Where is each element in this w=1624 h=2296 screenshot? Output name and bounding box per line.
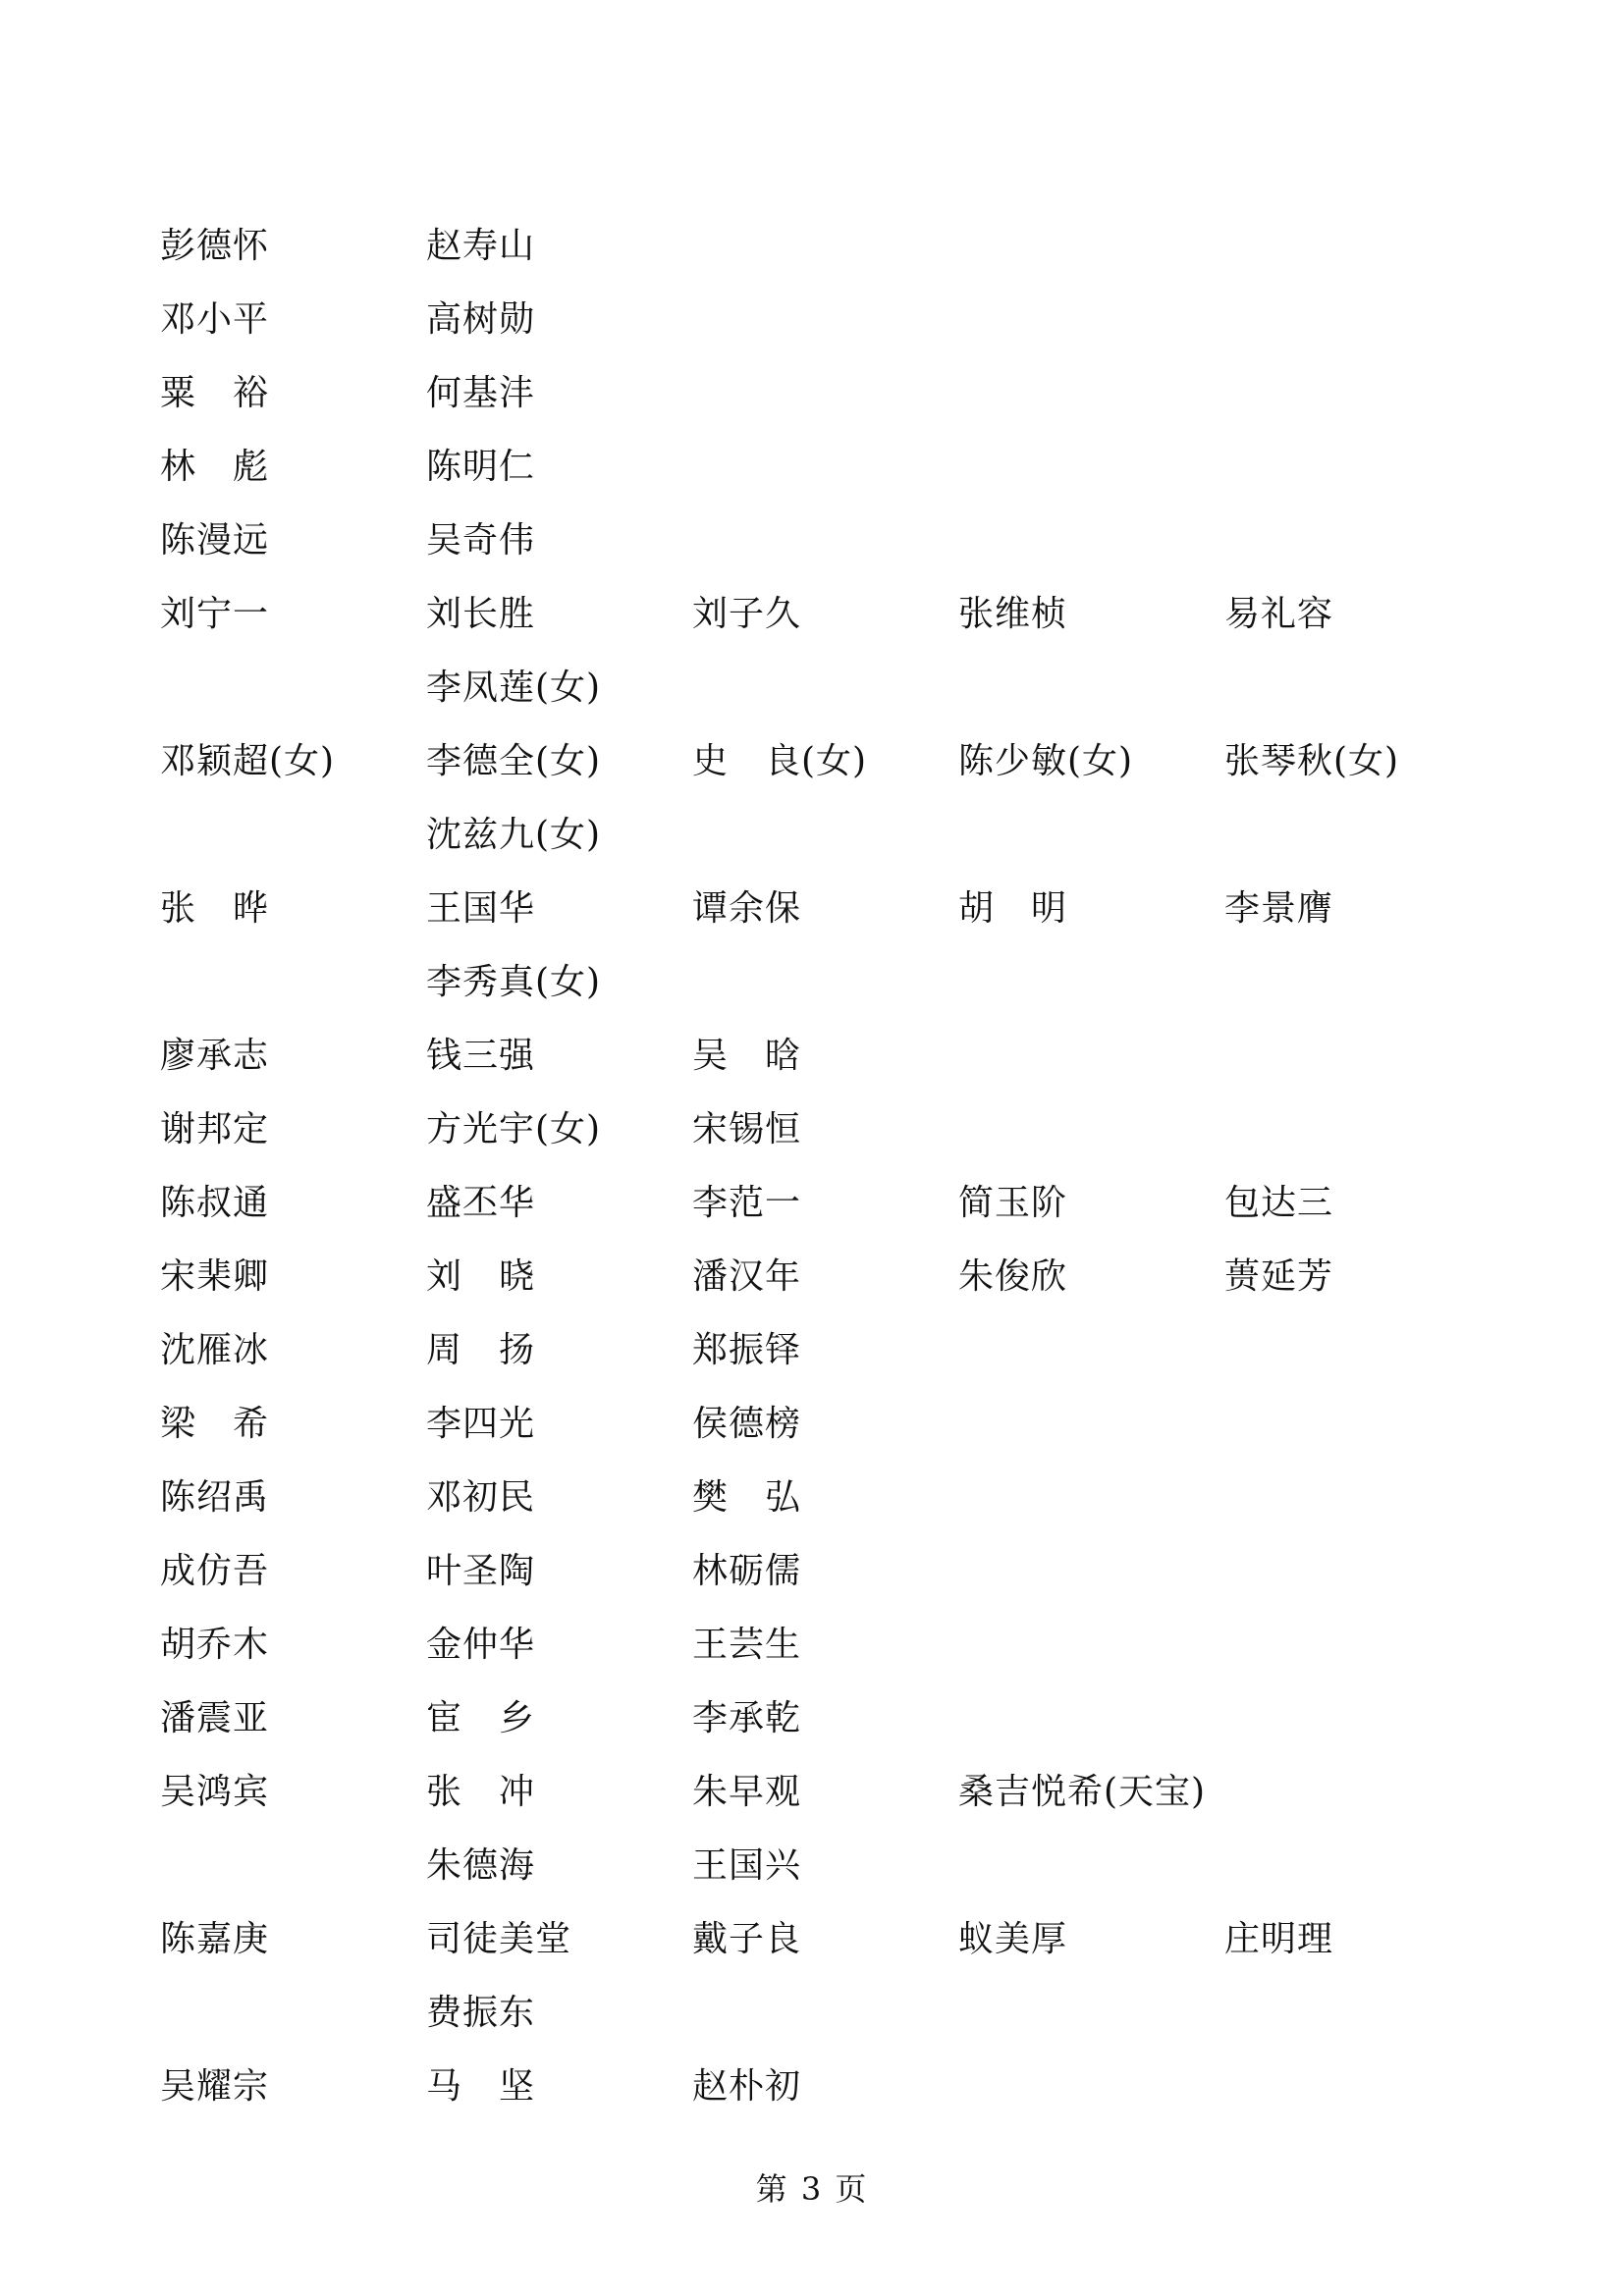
name-cell: 盛丕华 xyxy=(426,1183,536,1223)
name-cell: 王芸生 xyxy=(692,1625,802,1665)
name-cell: 陈少敏(女) xyxy=(958,741,1134,781)
name-row xyxy=(160,1093,1495,1166)
name-cell: 司徒美堂 xyxy=(426,1919,572,1959)
name-cell: 李范一 xyxy=(692,1183,802,1223)
name-cell: 沈兹九(女) xyxy=(426,815,602,855)
name-cell: 金仲华 xyxy=(426,1625,536,1665)
name-cell: 张维桢 xyxy=(958,594,1068,634)
name-cell: 邓颖超(女) xyxy=(160,741,336,781)
name-cell: 蒉延芳 xyxy=(1224,1256,1334,1297)
name-cell: 刘长胜 xyxy=(426,594,536,634)
name-row xyxy=(160,1976,1495,2050)
name-row xyxy=(160,2050,1495,2123)
name-cell: 廖承志 xyxy=(160,1036,270,1076)
name-cell: 简玉阶 xyxy=(958,1183,1068,1223)
name-cell: 桑吉悦希(天宝) xyxy=(958,1772,1207,1812)
name-row xyxy=(160,1019,1495,1093)
name-cell: 周 扬 xyxy=(426,1330,536,1370)
name-cell: 邓初民 xyxy=(426,1477,536,1518)
name-cell: 李承乾 xyxy=(692,1698,802,1738)
name-cell: 吴鸿宾 xyxy=(160,1772,270,1812)
name-cell: 胡 明 xyxy=(958,888,1068,929)
name-cell: 潘震亚 xyxy=(160,1698,270,1738)
name-row xyxy=(160,945,1495,1019)
name-cell: 彭德怀 xyxy=(160,226,270,266)
name-cell: 张 晔 xyxy=(160,888,270,929)
name-cell: 陈叔通 xyxy=(160,1183,270,1223)
name-row xyxy=(160,1682,1495,1755)
name-cell: 方光宇(女) xyxy=(426,1109,602,1149)
name-cell: 张 冲 xyxy=(426,1772,536,1812)
name-cell: 蚁美厚 xyxy=(958,1919,1068,1959)
name-row xyxy=(160,209,1495,283)
name-cell: 朱早观 xyxy=(692,1772,802,1812)
name-row xyxy=(160,1461,1495,1534)
name-cell: 刘子久 xyxy=(692,594,802,634)
name-row xyxy=(160,872,1495,945)
name-row xyxy=(160,1240,1495,1313)
name-cell: 陈嘉庚 xyxy=(160,1919,270,1959)
name-cell: 陈漫远 xyxy=(160,520,270,561)
name-cell: 吴奇伟 xyxy=(426,520,536,561)
name-cell: 李景膺 xyxy=(1224,888,1334,929)
name-cell: 郑振铎 xyxy=(692,1330,802,1370)
name-row xyxy=(160,724,1495,798)
name-cell: 李秀真(女) xyxy=(426,962,602,1002)
name-cell: 吴 晗 xyxy=(692,1036,802,1076)
name-cell: 马 坚 xyxy=(426,2066,536,2107)
name-row xyxy=(160,1608,1495,1682)
name-cell: 李凤莲(女) xyxy=(426,667,602,708)
name-row xyxy=(160,1534,1495,1608)
name-cell: 成仿吾 xyxy=(160,1551,270,1591)
name-cell: 谢邦定 xyxy=(160,1109,270,1149)
name-cell: 朱德海 xyxy=(426,1845,536,1886)
name-cell: 吴耀宗 xyxy=(160,2066,270,2107)
name-cell: 刘 晓 xyxy=(426,1256,536,1297)
name-row xyxy=(160,577,1495,651)
name-cell: 何基沣 xyxy=(426,373,536,413)
name-cell: 庄明理 xyxy=(1224,1919,1334,1959)
page-number: 第 3 页 xyxy=(755,2170,869,2208)
name-cell: 张琴秋(女) xyxy=(1224,741,1400,781)
name-cell: 邓小平 xyxy=(160,299,270,340)
name-cell: 侯德榜 xyxy=(692,1404,802,1444)
name-cell: 胡乔木 xyxy=(160,1625,270,1665)
name-cell: 谭余保 xyxy=(692,888,802,929)
name-cell: 赵朴初 xyxy=(692,2066,802,2107)
name-row xyxy=(160,1166,1495,1240)
name-row xyxy=(160,430,1495,504)
name-cell: 高树勋 xyxy=(426,299,536,340)
name-cell: 费振东 xyxy=(426,1993,536,2033)
name-cell: 史 良(女) xyxy=(692,741,868,781)
name-row xyxy=(160,651,1495,724)
name-cell: 陈绍禹 xyxy=(160,1477,270,1518)
name-cell: 粟 裕 xyxy=(160,373,270,413)
name-cell: 梁 希 xyxy=(160,1404,270,1444)
name-row xyxy=(160,798,1495,872)
name-cell: 潘汉年 xyxy=(692,1256,802,1297)
name-list-table xyxy=(160,209,1495,2123)
name-row xyxy=(160,1755,1495,1829)
name-cell: 钱三强 xyxy=(426,1036,536,1076)
name-cell: 陈明仁 xyxy=(426,447,536,487)
name-cell: 李德全(女) xyxy=(426,741,602,781)
name-cell: 林砺儒 xyxy=(692,1551,802,1591)
name-cell: 戴子良 xyxy=(692,1919,802,1959)
name-cell: 朱俊欣 xyxy=(958,1256,1068,1297)
name-cell: 王国兴 xyxy=(692,1845,802,1886)
name-cell: 叶圣陶 xyxy=(426,1551,536,1591)
name-cell: 樊 弘 xyxy=(692,1477,802,1518)
name-row xyxy=(160,356,1495,430)
name-cell: 刘宁一 xyxy=(160,594,270,634)
name-row xyxy=(160,283,1495,356)
name-cell: 赵寿山 xyxy=(426,226,536,266)
name-cell: 李四光 xyxy=(426,1404,536,1444)
name-cell: 沈雁冰 xyxy=(160,1330,270,1370)
name-cell: 包达三 xyxy=(1224,1183,1334,1223)
name-row xyxy=(160,1313,1495,1387)
name-row xyxy=(160,1829,1495,1902)
name-cell: 宋棐卿 xyxy=(160,1256,270,1297)
name-row xyxy=(160,504,1495,577)
name-cell: 易礼容 xyxy=(1224,594,1334,634)
name-cell: 王国华 xyxy=(426,888,536,929)
name-row xyxy=(160,1902,1495,1976)
name-cell: 宦 乡 xyxy=(426,1698,536,1738)
name-row xyxy=(160,1387,1495,1461)
name-cell: 林 彪 xyxy=(160,447,270,487)
name-cell: 宋锡恒 xyxy=(692,1109,802,1149)
